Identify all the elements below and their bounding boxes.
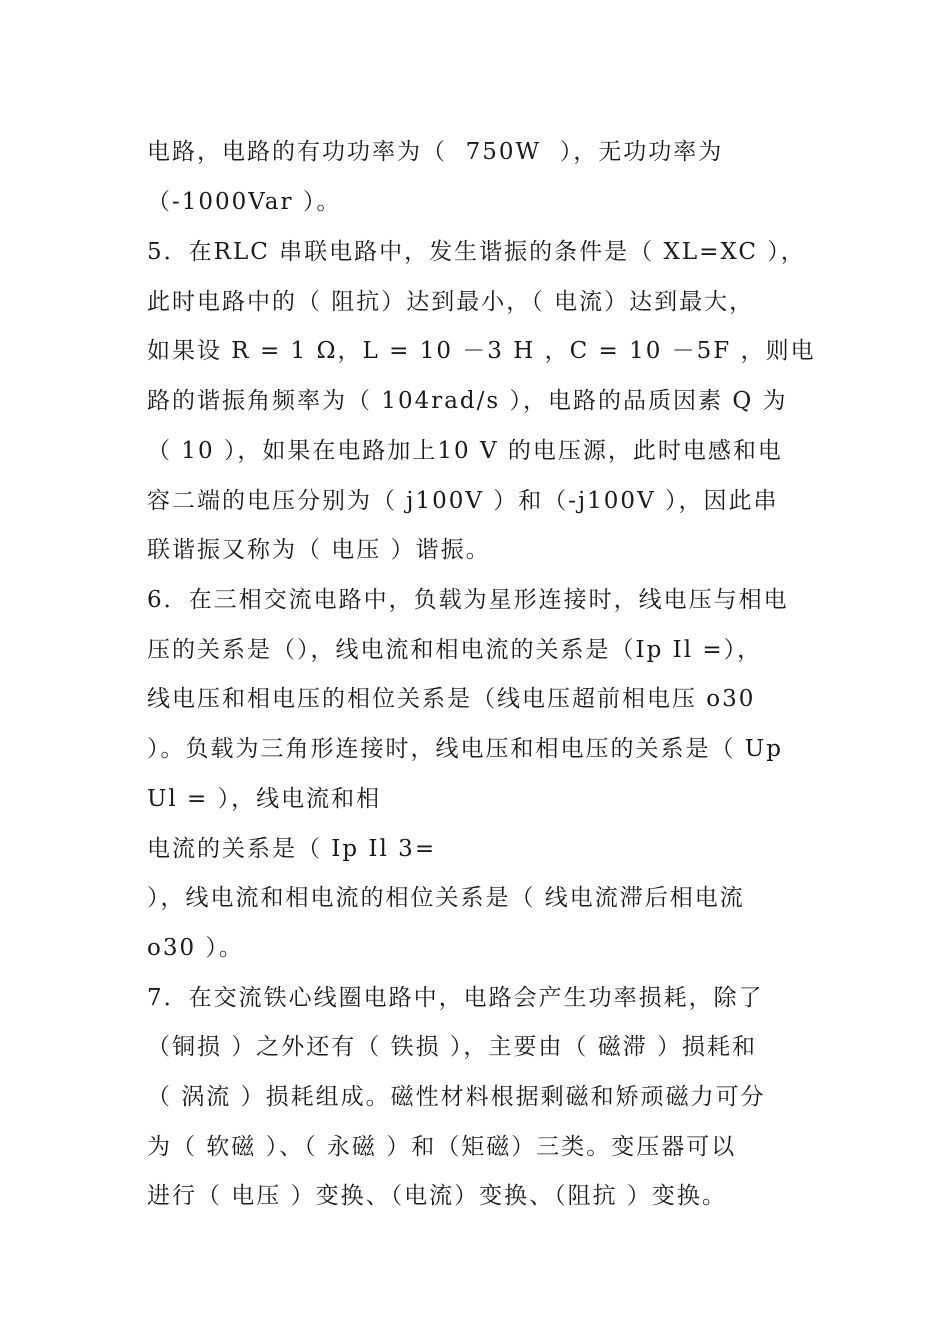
text-line: 5．在RLC 串联电路中，发生谐振的条件是（ XL=XC ），: [147, 239, 806, 265]
text-line: o30 ）。: [147, 935, 244, 961]
text-line: 路的谐振角频率为（ 104rad/s ），电路的品质因素 Q 为: [147, 388, 788, 414]
text-line: 此时电路中的（ 阻抗）达到最小，（ 电流）达到最大，: [147, 289, 755, 315]
text-line: 如果设 R = 1 Ω，L = 10 －3 H ，C = 10 －5F ，则电: [147, 338, 816, 364]
text-line: 线电压和相电压的相位关系是（线电压超前相电压 o30: [147, 686, 756, 712]
text-line: （铜损 ）之外还有（ 铁损 ），主要由（ 磁滞 ）损耗和: [147, 1034, 758, 1060]
text-line: 压的关系是（），线电流和相电流的关系是（Ip Il =），: [147, 637, 763, 663]
text-line: 6．在三相交流电路中，负载为星形连接时，线电压与相电: [147, 587, 789, 613]
text-line: 7．在交流铁心线圈电路中，电路会产生功率损耗，除了: [147, 985, 764, 1011]
text-line: ），线电流和相电流的相位关系是（ 线电流滞后相电流: [147, 885, 745, 911]
text-line: （ 涡流 ）损耗组成。磁性材料根据剩磁和矫顽磁力可分: [147, 1084, 766, 1110]
text-line: 联谐振又称为（ 电压 ）谐振。: [147, 537, 491, 563]
text-line: 电路，电路的有功功率为（ 750W ），无功功率为: [147, 139, 724, 165]
text-line: ）。负载为三角形连接时，线电压和相电压的关系是（ Up: [147, 736, 783, 762]
text-line: （ 10 ），如果在电路加上10 V 的电压源，此时电感和电: [147, 438, 783, 464]
text-line: 容二端的电压分别为（ j100V ）和（-j100V ），因此串: [147, 488, 779, 514]
text-line: （-1000Var ）。: [147, 189, 342, 215]
text-line: Ul = ），线电流和相: [147, 786, 382, 812]
text-line: 进行（ 电压 ）变换、（电流）变换、（阻抗 ）变换。: [147, 1183, 727, 1209]
text-line: 为（ 软磁 ）、（ 永磁 ）和（矩磁）三类。变压器可以: [147, 1134, 737, 1160]
text-line: 电流的关系是（ Ip Il 3=: [147, 836, 437, 862]
